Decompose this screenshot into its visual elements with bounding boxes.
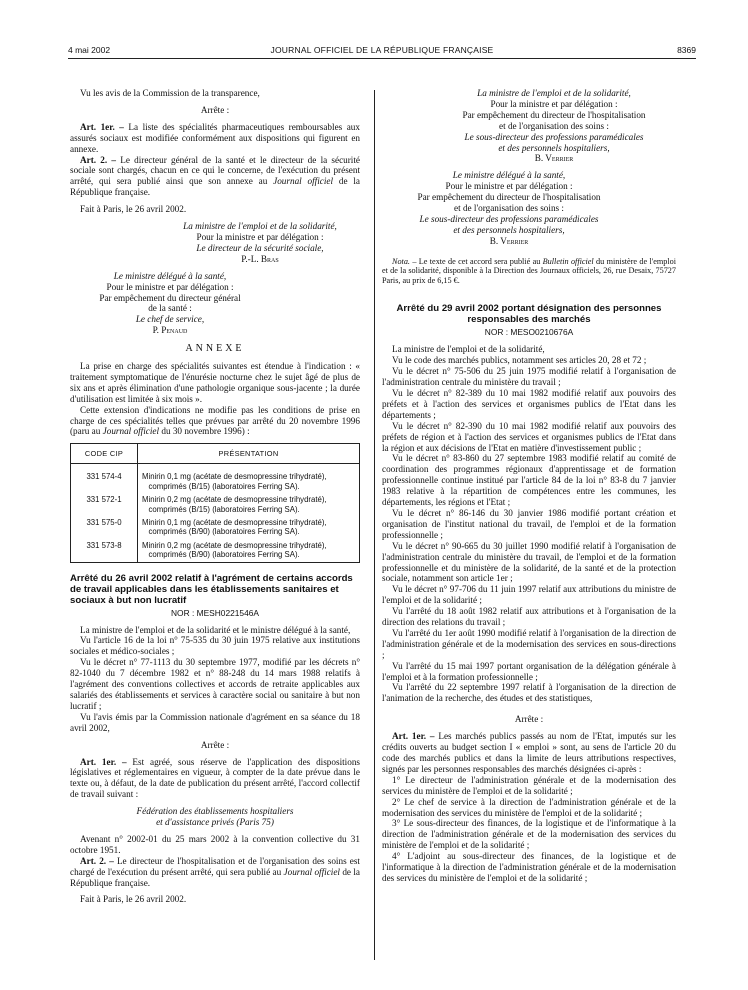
- cip-code: 331 572-1: [71, 493, 138, 516]
- presentation-cell: Minirin 0,1 mg (acétate de desmopressine trihydraté), comprimés (B/15) (laboratoires Ferring SA).: [138, 470, 360, 493]
- arrete-heading: Arrête :: [514, 714, 544, 725]
- arrete-heading: Arrête :: [200, 104, 230, 115]
- signature-block: Le ministre délégué à la santé, Pour le ministre et par délégation : Par empêchement du directeur de l'hospitalisation et de l'organisation des soins : Le sous-directeur des professions paramédicales et des personnels hospitaliers, B. Verrier: [382, 170, 676, 246]
- signatory-name: P.-L. Bras: [241, 253, 279, 264]
- article-label: Art. 1er. –: [80, 756, 127, 767]
- table-header-presentation: PRÉSENTATION: [138, 444, 360, 464]
- list-item: 2° Le chef de service à la direction de l'administration générale et de la modernisation des services du ministère de l'emploi et de la solidarité ;: [382, 796, 676, 818]
- header-page-number: 8369: [677, 45, 696, 55]
- paragraph: Vu le décret n° 77-1113 du 30 septembre 1977, modifié par les décrets n° 82-1040 du 7 décembre 1982 et n° 88-248 du 14 mars 1988 relatifs à l'agrément des conventions collectives et accords de retraite applicables aux salariés des établissements et services à caractère social ou sanitaire à but non lucratif ;: [70, 657, 360, 711]
- article-1: Art. 1er. – La liste des spécialités pharmaceutiques remboursables aux assurés sociaux est modifiée conformément aux dispositions qui figurent en annexe.: [70, 121, 360, 154]
- presentation-cell: Minirin 0,2 mg (acétate de desmopressine trihydraté), comprimés (B/15) (laboratoires Ferring SA).: [138, 493, 360, 516]
- visa: Vu l'arrêté du 1er août 1990 modifié relatif à l'organisation de la direction de l'administration générale et de la modernisation des services en sous-directions ;: [382, 627, 676, 660]
- arrete-title: Arrêté du 26 avril 2002 relatif à l'agrément de certains accords de travail applicables dans les établissements sanitaires et sociaux à but non lucratif: [70, 572, 353, 606]
- specialites-table: [70, 443, 360, 562]
- nota: Nota. – Le texte de cet accord sera publié au Bulletin officiel du ministère de l'emploi et de la solidarité, disponible à la Direction des Journaux officiels, 26, rue Desaix, 75727 Paris, au prix de 6,15 €.: [382, 256, 676, 285]
- visa: Vu le décret n° 82-390 du 10 mai 1982 modifié relatif aux pouvoirs des préfets de région et à l'action des services et organismes publics de l'Etat dans la région et aux décisions de l'Etat en matière d'investissement public ;: [382, 420, 676, 453]
- cip-code: 331 574-4: [71, 470, 138, 493]
- article-1: Art. 1er. – Les marchés publics passés au nom de l'Etat, imputés sur les crédits ouverts au budget section I « emploi » sont, au sens de l'article 20 du code des marchés publics et dans la limite de leurs attributions respectives, signés par les personnes responsables des marchés désignées ci-après :: [382, 731, 676, 774]
- visa: Vu le décret n° 75-506 du 25 juin 1975 modifié relatif à l'organisation de l'administration centrale du ministère du travail ;: [382, 366, 676, 388]
- visa: Vu le décret n° 86-146 du 30 janvier 1986 modifié portant création et organisation de l'institut national du travail, de l'emploi et de la formation professionnelle ;: [382, 507, 676, 540]
- column-divider: [374, 90, 375, 960]
- nor-reference: NOR : MESH0221546A: [171, 607, 259, 618]
- signatory-name: P. Penaud: [152, 325, 188, 336]
- visa: Vu le décret n° 97-706 du 11 juin 1997 relatif aux attributions du ministre de l'emploi et de la solidarité ;: [382, 584, 676, 606]
- avenant: Avenant n° 2002-01 du 25 mars 2002 à la convention collective du 31 octobre 1951.: [70, 833, 360, 855]
- cip-code: 331 575-0: [71, 516, 138, 539]
- visa: Vu le décret n° 90-665 du 30 juillet 1990 modifié relatif à l'organisation de l'administration centrale du ministère du travail, de l'emploi et de la formation professionnelle et du ministère de la solidarité, de la santé et de la protection sociale, notamment son article 1er ;: [382, 540, 676, 584]
- table-row: [71, 539, 360, 562]
- right-column: [382, 88, 676, 884]
- article-label: Art. 1er. –: [392, 731, 435, 742]
- list-item: 4° L'adjoint au sous-directeur des finances, de la logistique et de l'informatique à la direction de l'administration générale et de la modernisation des services du ministère de l'emploi et de la solidarité ;: [382, 851, 676, 883]
- paragraph: Cette extension d'indications ne modifie pas les conditions de prise en charge de ces spécialités telles que prévues par arrêté du 20 novembre 1996 (paru au Journal officiel du 30 novembre 1996) :: [70, 404, 360, 437]
- nor-reference: NOR : MESO0210676A: [484, 327, 574, 338]
- annexe-heading: ANNEXE: [185, 343, 245, 355]
- list-item: 3° Le sous-directeur des finances, de la logistique et de l'informatique à la direction de l'administration générale et de la modernisation des services du ministère de l'emploi et de la solidarité ;: [382, 818, 676, 851]
- header-journal-title: JOURNAL OFFICIEL DE LA RÉPUBLIQUE FRANÇAISE: [270, 45, 494, 55]
- signature-block: La ministre de l'emploi et de la solidarité, Pour la ministre et par délégation : Le directeur de la sécurité sociale, P.-L. Bras: [70, 221, 360, 265]
- article-2: Art. 2. – Le directeur de l'hospitalisation et de l'organisation des soins est chargé de l'exécution du présent arrêté, qui sera publié au Journal officiel de la République française.: [70, 855, 360, 888]
- arrete-heading: Arrête :: [200, 739, 230, 750]
- article-2: Art. 2. – Le directeur général de la santé et le directeur de la sécurité sociale sont chargés, chacun en ce qui le concerne, de l'exécution du présent arrêté, qui sera publié ainsi que son annexe au Journal officiel de la République française.: [70, 154, 361, 198]
- signature-block: Le ministre délégué à la santé, Pour le ministre et par délégation : Par empêchement du directeur général de la santé : Le chef de service, P. Penaud: [70, 271, 360, 336]
- arrete-title: Arrêté du 29 avril 2002 portant désignation des personnes responsables des marchés: [396, 303, 662, 326]
- left-column: [70, 88, 360, 905]
- article-label: Art. 2. –: [80, 154, 116, 165]
- table-header-code: CODE CIP: [71, 444, 138, 464]
- visa: Vu le décret n° 83-860 du 27 septembre 1983 modifié relatif au comité de coordination des programmes régionaux d'apprentissage et de formation professionnelle continue institué par l'article 84 de la loi n° 83-8 du 7 janvier 1983 relative à la répartition de compétences entre les communes, les départements, les régions et l'Etat ;: [382, 453, 676, 508]
- header-date: 4 mai 2002: [68, 45, 111, 55]
- cip-code: 331 573-8: [71, 539, 138, 562]
- table-row: [71, 470, 360, 493]
- paragraph: Vu l'avis émis par la Commission nationale d'agrément en sa séance du 18 avril 2002,: [70, 711, 360, 733]
- paragraph: La ministre de l'emploi et de la solidarité,: [392, 344, 545, 355]
- visa: Vu le décret n° 82-389 du 10 mai 1982 modifié relatif aux pouvoirs des préfets et à l'action des services et organismes publics de l'Etat dans les départements ;: [382, 388, 676, 420]
- table-row: [71, 516, 360, 539]
- paragraph: La prise en charge des spécialités suivantes est étendue à l'indication : « traitement symptomatique de l'énurésie nocturne chez le sujet âgé de plus de six ans et après élimination d'une pathologie organique sous-jacente ; la durée d'utilisation est limitée à six mois ».: [70, 361, 360, 404]
- signature-block: La ministre de l'emploi et de la solidarité, Pour la ministre et par délégation : Par empêchement du directeur de l'hospitalisation et de l'organisation des soins : Le sous-directeur des professions paramédicales et des personnels hospitaliers, B. Verrier: [382, 88, 676, 164]
- paragraph: Vu l'article 16 de la loi n° 75-535 du 30 juin 1975 relative aux institutions sociales et médico-sociales ;: [70, 635, 360, 657]
- page-header: [68, 44, 696, 59]
- fait-a-paris: Fait à Paris, le 26 avril 2002.: [80, 894, 187, 905]
- signatory-name: B. Verrier: [489, 235, 529, 246]
- fait-a-paris: Fait à Paris, le 26 avril 2002.: [80, 204, 187, 215]
- visa: Vu l'arrêté du 22 septembre 1997 relatif à l'organisation de la direction de l'animation de la recherche, des études et des statistiques,: [382, 682, 676, 704]
- signatory-name: B. Verrier: [534, 153, 574, 164]
- paragraph: La ministre de l'emploi et de la solidarité et le ministre délégué à la santé,: [80, 624, 351, 635]
- article-label: Art. 2. –: [80, 855, 114, 866]
- table-row: [71, 493, 360, 516]
- article-1: Art. 1er. – Est agréé, sous réserve de l'application des dispositions législatives et réglementaires en vigueur, à compter de la date prévue dans le texte ou, à défaut, de la date de publication du présent arrêté, l'accord collectif de travail suivant :: [70, 756, 360, 800]
- paragraph: Vu les avis de la Commission de la transparence,: [80, 88, 260, 98]
- list-item: 1° Le directeur de l'administration générale et de la modernisation des services du ministère de l'emploi et de la solidarité ;: [382, 774, 676, 796]
- visa: Vu l'arrêté du 15 mai 1997 portant organisation de la délégation générale à l'emploi et à la formation professionnelle ;: [382, 660, 676, 682]
- visa: Vu le code des marchés publics, notamment ses articles 20, 28 et 72 ;: [392, 355, 647, 366]
- presentation-cell: Minirin 0,2 mg (acétate de desmopressine trihydraté), comprimés (B/90) (laboratoires Ferring SA).: [138, 539, 360, 562]
- presentation-cell: Minirin 0,1 mg (acétate de desmopressine trihydraté), comprimés (B/90) (laboratoires Ferring SA).: [138, 516, 360, 539]
- article-label: Art. 1er. –: [80, 121, 124, 132]
- federation-name: Fédération des établissements hospitaliers et d'assistance privés (Paris 75): [136, 806, 294, 828]
- visa: Vu l'arrêté du 18 août 1982 relatif aux attributions et à l'organisation de la direction des relations du travail ;: [382, 606, 676, 628]
